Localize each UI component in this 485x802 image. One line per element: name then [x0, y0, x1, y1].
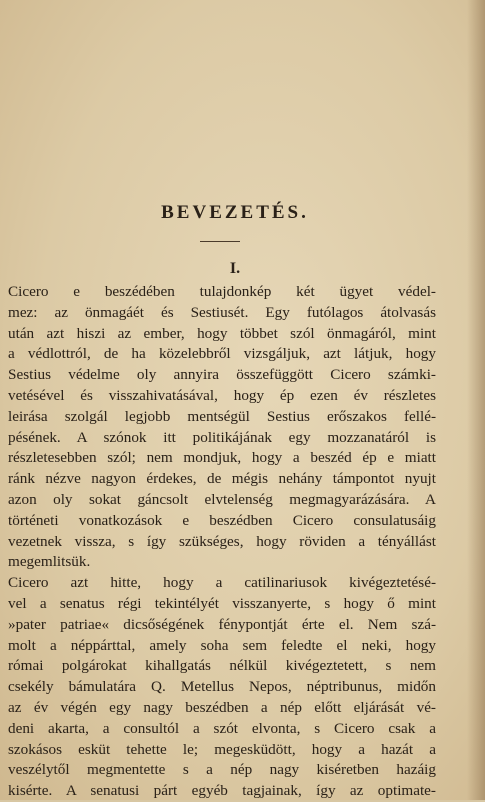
text-line: római polgárokat kihallgatás nélkül kivégeztetett, s nem [8, 657, 436, 675]
text-line: ránk nézve nagyon érdekes, de mégis nehány támpontot nyujt [8, 470, 436, 488]
text-line: vel a senatus régi tekintélyét visszanyerte, s hogy ő mint [8, 594, 436, 612]
chapter-heading: BEVEZETÉS. [161, 202, 309, 223]
text-line: után azt hiszi az ember, hogy többet szól önmagáról, mint [8, 324, 436, 342]
text-line: molt a néppárttal, amely soha sem feledte el neki, hogy [8, 636, 436, 654]
text-line: a védlottról, de ha közelebbről vizsgáljuk, azt látjuk, hogy [8, 345, 436, 363]
text-line: mez: az önmagáét és Sestiusét. Egy futólagos átolvasás [8, 303, 436, 321]
text-line: pésének. A szónok itt politikájának egy mozzanatáról is [8, 428, 436, 446]
page-gutter-shadow [467, 0, 485, 800]
text-line: leirása szolgál legjobb mentségül Sestius erőszakos fellé- [8, 407, 436, 425]
text-line: vezetnek vissza, s így szükséges, hogy röviden a tényállást [8, 532, 436, 550]
text-line: történeti vonatkozások e beszédben Cicero consulatusáig [8, 511, 436, 529]
text-line: veszélytől megmentette s a nép nagy kiséretben hazáig [8, 761, 436, 779]
text-line: Sestius védelme oly annyira összefüggött Cicero számki- [8, 366, 436, 384]
text-line: szokásos esküt tehette le; megesküdött, hogy a hazát a [8, 740, 436, 758]
text-line: Cicero e beszédében tulajdonkép két ügyet védel- [8, 283, 436, 300]
heading-rule [200, 241, 240, 242]
text-line: megemlitsük. [8, 553, 91, 571]
body-text [8, 282, 436, 802]
text-line: deni akarta, a consultól a szót elvonta, s Cicero csak a [8, 719, 436, 737]
text-line: azon oly sokat gáncsolt elvtelenség megmagyarázására. A [8, 490, 436, 508]
section-numeral: I. [229, 260, 241, 277]
text-line: csekély bámulatára Q. Metellus Nepos, néptribunus, midőn [8, 678, 436, 696]
text-line: az év végén egy nagy beszédben a nép előtt eljárását vé- [8, 698, 436, 716]
text-line: kisérte. A senatusi párt egyéb tagjainak, így az optimate- [8, 782, 436, 800]
text-line: Cicero azt hitte, hogy a catilinariusok kivégeztetésé- [8, 574, 436, 592]
text-line: részletesebben szól; nem mondjuk, hogy a beszéd ép e miatt [8, 449, 436, 467]
paragraph-1 [8, 282, 436, 573]
text-line: »pater patriae« dicsőségének fénypontját érte el. Nem szá- [8, 615, 436, 633]
text-line: vetésével és visszahivatásával, hogy ép ezen év részletes [8, 386, 436, 404]
paragraph-2 [8, 573, 436, 802]
